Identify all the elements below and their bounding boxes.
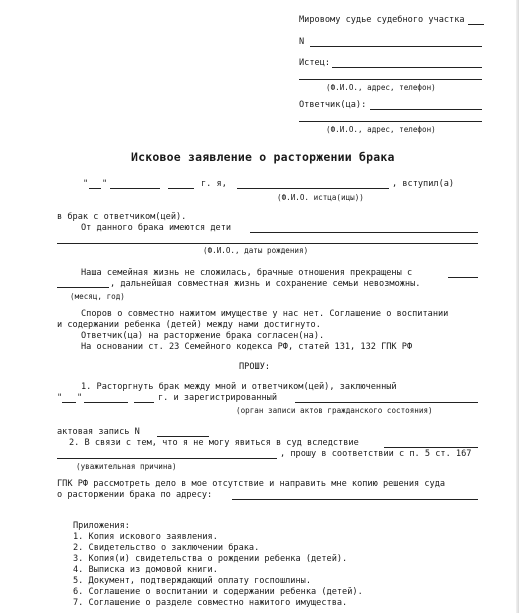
registry-office-line <box>295 402 478 403</box>
p2-line-c: Ответчик(ца) на расторжение брака согласен(на). <box>81 331 325 341</box>
attachment-item: 1. Копия искового заявления. <box>73 532 218 542</box>
case-number-line <box>310 46 482 47</box>
request-1-line-b: г. и зарегистрированный <box>158 393 277 403</box>
document-title: Исковое заявление о расторжении брака <box>131 150 395 164</box>
p1-line-b: , дальнейшая совместная жизнь и сохранение семьи невозможны. <box>110 279 421 289</box>
p1-date-line <box>448 277 478 278</box>
request-2-line-a: 2. В связи с тем, что я не могу явиться в суд вследствие <box>69 438 359 448</box>
attachment-item: 7. Соглашение о разделе совместно нажитого имущества. <box>73 598 348 608</box>
request-1-year-line <box>134 402 154 403</box>
married-text: , вступил(а) <box>392 179 455 189</box>
children-text: От данного брака имеются дети <box>81 223 232 233</box>
plaintiff-fio-caption: (Ф.И.О. истца(ицы)) <box>277 193 364 202</box>
address-line <box>232 499 478 500</box>
request-2-line-b: , прошу в соответствии с п. 5 ст. 167 <box>280 449 472 459</box>
attachment-item: 6. Соглашение о воспитании и содержании ребенка (детей). <box>73 587 363 597</box>
plaintiff-line-2 <box>299 79 482 80</box>
defendant-line-2 <box>299 121 482 122</box>
children-line <box>250 232 478 233</box>
request-3-line-b: о расторжении брака по адресу: <box>57 490 213 500</box>
header-plaintiff-label: Истец: <box>299 58 331 68</box>
p2-line-b: и содержании ребенка (детей) между нами достигнуто. <box>57 320 321 330</box>
header-number-sign: N <box>299 37 305 47</box>
attachment-item: 5. Документ, подтверждающий оплату госпошлины. <box>73 576 311 586</box>
p2-line-d: На основании ст. 23 Семейного кодекса РФ, статей 131, 132 ГПК РФ <box>81 342 413 352</box>
attachment-item: 4. Выписка из домовой книги. <box>73 565 218 575</box>
children-caption: (Ф.И.О., даты рождения) <box>203 246 309 255</box>
request-1-day-line <box>62 402 76 403</box>
attachment-item: 2. Свидетельство о заключении брака. <box>73 543 260 553</box>
request-1-line-a: 1. Расторгнуть брак между мной и ответчиком(цей), заключенный <box>81 382 397 392</box>
plaintiff-line <box>332 67 482 68</box>
request-1-month-line <box>84 402 128 403</box>
request-3-line-a: ГПК РФ рассмотреть дело в мое отсутствие и направить мне копию решения суда <box>57 479 446 489</box>
p1-date-line-2 <box>57 287 109 288</box>
day-line <box>89 188 101 189</box>
marriage-line-text: в брак с ответчиком(цей). <box>57 212 187 222</box>
record-number-line <box>157 436 209 437</box>
defendant-line <box>370 109 482 110</box>
header-to-judge: Мировому судье судебного участка <box>299 15 465 25</box>
year-label: г. я, <box>201 179 227 189</box>
attachments-heading: Приложения: <box>73 521 130 531</box>
header-defendant-label: Ответчик(ца): <box>299 100 367 110</box>
record-number-label: актовая запись N <box>57 427 140 437</box>
p2-line-a: Споров о совместно нажитом имуществе у нас нет. Соглашение о воспитании <box>81 309 449 319</box>
plaintiff-caption: (Ф.И.О., адрес, телефон) <box>326 83 436 92</box>
reason-line <box>384 447 478 448</box>
p1-caption: (месяц, год) <box>70 292 125 301</box>
date-close-quote: " <box>102 179 108 189</box>
defendant-caption: (Ф.И.О., адрес, телефон) <box>326 125 436 134</box>
registry-office-caption: (орган записи актов гражданского состояния) <box>236 406 433 415</box>
date-open-quote: " <box>83 179 89 189</box>
p1-line-a: Наша семейная жизнь не сложилась, брачные отношения прекращены с <box>81 268 413 278</box>
court-district-line <box>468 24 484 25</box>
year-line <box>168 188 194 189</box>
plaintiff-fio-line <box>237 188 389 189</box>
reason-caption: (уважительная причина) <box>76 462 177 471</box>
attachment-item: 3. Копия(и) свидетельства о рождении ребенка (детей). <box>73 554 348 564</box>
children-line-2 <box>57 243 478 244</box>
request-1-open-quote: " <box>57 393 63 403</box>
prosu-heading: ПРОШУ: <box>239 362 271 372</box>
request-1-close-quote: " <box>77 393 83 403</box>
month-line <box>110 188 160 189</box>
reason-line-2 <box>57 458 277 459</box>
